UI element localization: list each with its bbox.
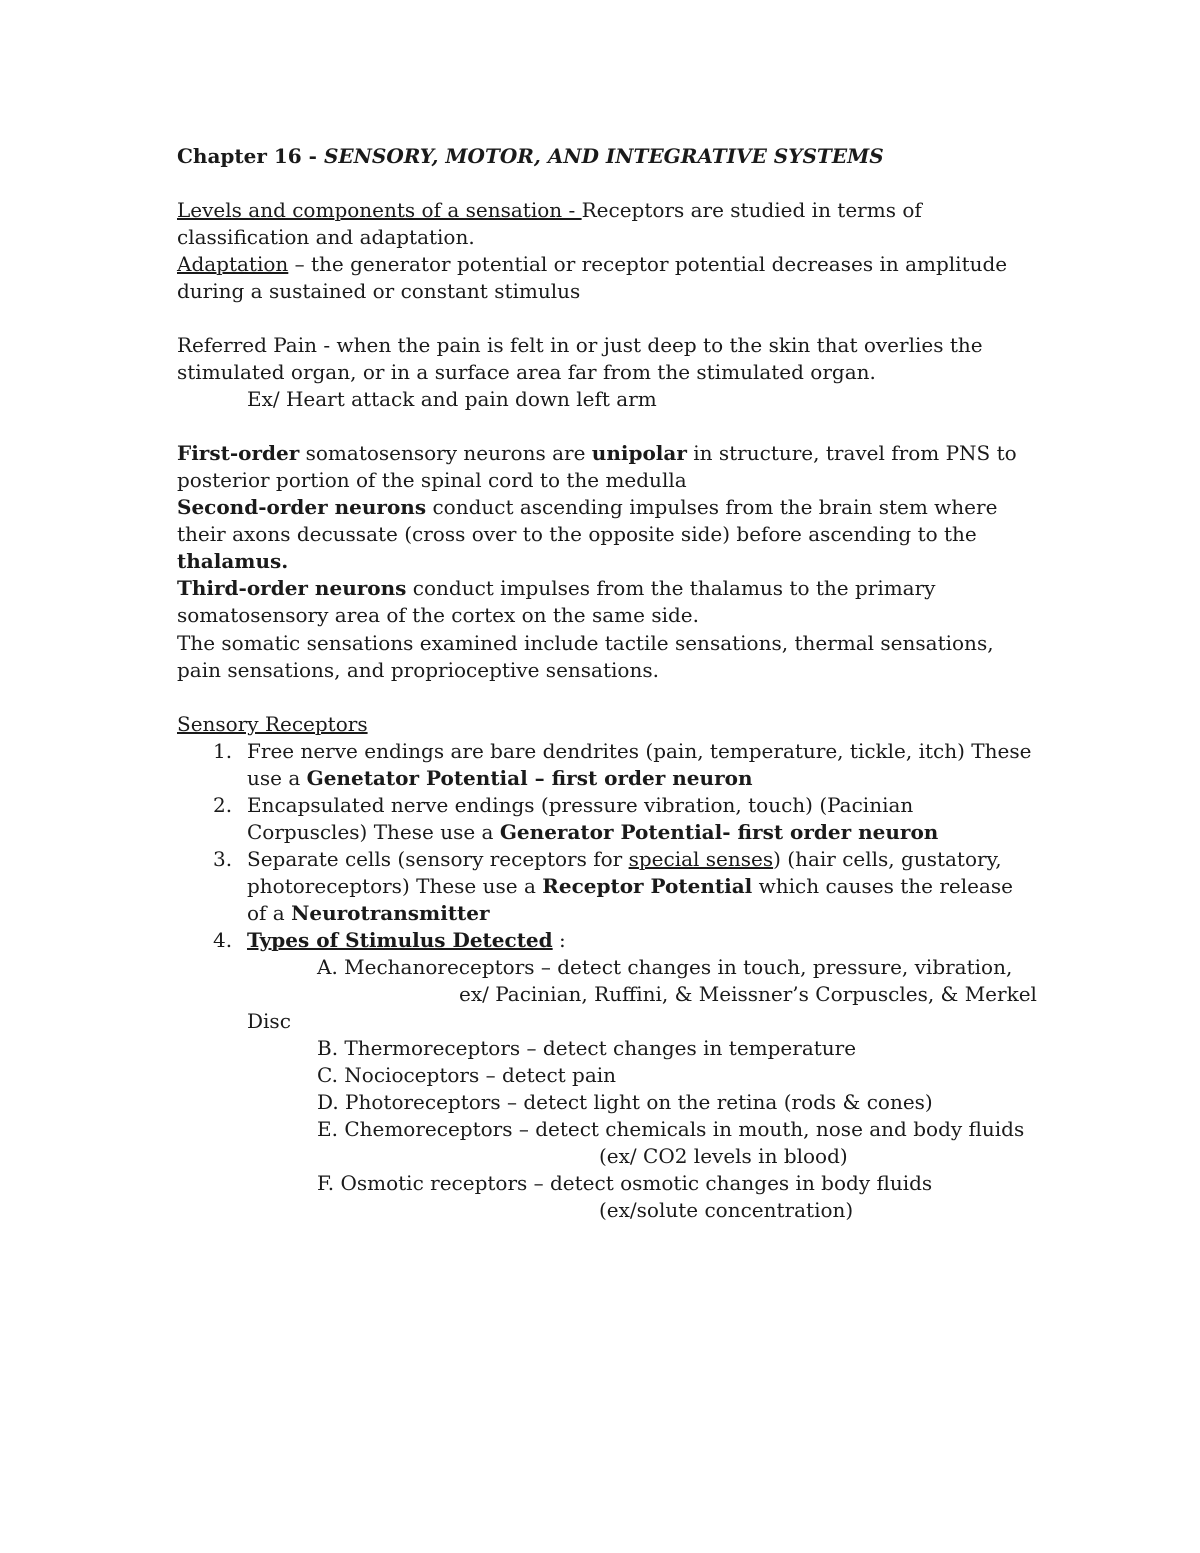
list-number: 2. xyxy=(213,793,233,817)
referred-pain-section xyxy=(177,332,1037,413)
list-item-bold: Generator Potential- first order neuron xyxy=(499,820,939,844)
second-order-term: Second-order neurons xyxy=(177,495,427,519)
list-item-text: Separate cells (sensory receptors for xyxy=(247,847,629,871)
sensory-receptors-heading: Sensory Receptors xyxy=(177,712,368,736)
sensory-receptors-section xyxy=(177,711,1037,1224)
type-mechanoreceptors-continued: Disc xyxy=(247,1009,291,1033)
levels-section xyxy=(177,197,1037,305)
list-item-text: Free nerve endings are bare dendrites (pain, temperature, tickle, itch) These use a xyxy=(247,739,1032,790)
neurotransmitter-term: Neurotransmitter xyxy=(291,901,490,925)
second-order-paragraph xyxy=(177,494,1037,575)
special-senses-term: special senses xyxy=(628,847,774,871)
levels-heading: Levels and components of a sensation - xyxy=(177,198,582,222)
referred-pain-text: Referred Pain - when the pain is felt in or just deep to the skin that overlies the stimulated organ, or in a surface area far from the stimulated organ. xyxy=(177,333,983,384)
type-mechanoreceptors: A. Mechanoreceptors – detect changes in touch, pressure, vibration, xyxy=(317,955,1013,979)
receptor-potential-term: Receptor Potential xyxy=(542,874,753,898)
type-thermoreceptors: B. Thermoreceptors – detect changes in temperature xyxy=(317,1036,857,1060)
first-order-text-a: somatosensory neurons are xyxy=(299,441,592,465)
list-number: 1. xyxy=(213,739,233,763)
third-order-text: conduct impulses from the thalamus to the primary somatosensory area of the cortex on the same side. xyxy=(177,576,936,627)
types-colon: : xyxy=(552,928,566,952)
type-osmotic-receptors-example: (ex/solute concentration) xyxy=(599,1198,854,1222)
first-order-paragraph xyxy=(177,440,1037,494)
type-nocioceptors: C. Nocioceptors – detect pain xyxy=(317,1063,617,1087)
somatic-text: The somatic sensations examined include tactile sensations, thermal sensations, pain sensations, and proprioceptive sensations. xyxy=(177,631,994,682)
second-order-text: conduct ascending impulses from the brain stem where their axons decussate (cross over to the opposite side) before ascending to the xyxy=(177,495,998,546)
list-item-text: Encapsulated nerve endings (pressure vibration, touch) (Pacinian Corpuscles) These use a xyxy=(247,793,914,844)
list-item-text: ) (hair cells, gustatory, photoreceptors) These use a xyxy=(247,847,1002,898)
type-photoreceptors: D. Photoreceptors – detect light on the retina (rods & cones) xyxy=(317,1090,933,1114)
chapter-topic: SENSORY, MOTOR, AND INTEGRATIVE SYSTEMS xyxy=(323,144,884,168)
list-item xyxy=(177,846,1037,927)
list-item xyxy=(177,927,1037,954)
type-chemoreceptors-example: (ex/ CO2 levels in blood) xyxy=(599,1144,848,1168)
list-number: 4. xyxy=(213,928,233,952)
list-item-bold: Genetator Potential – first order neuron xyxy=(306,766,753,790)
type-osmotic-receptors: F. Osmotic receptors – detect osmotic changes in body fluids xyxy=(317,1171,933,1195)
neurons-section xyxy=(177,440,1037,629)
list-item xyxy=(177,792,1037,846)
types-heading: Types of Stimulus Detected xyxy=(247,928,553,952)
list-number: 3. xyxy=(213,847,233,871)
third-order-term: Third-order neurons xyxy=(177,576,407,600)
unipolar-term: unipolar xyxy=(591,441,687,465)
type-mechanoreceptors-example: ex/ Pacinian, Ruffini, & Meissner’s Corpuscles, & Merkel xyxy=(459,982,1037,1006)
adaptation-term: Adaptation xyxy=(177,252,289,276)
levels-text: Receptors are studied in terms of classification and adaptation. xyxy=(177,198,922,249)
referred-pain-example: Ex/ Heart attack and pain down left arm xyxy=(247,387,657,411)
chapter-title xyxy=(177,143,1037,170)
adaptation-text: – the generator potential or receptor potential decreases in amplitude during a sustained or constant stimulus xyxy=(177,252,1008,303)
first-order-term: First-order xyxy=(177,441,300,465)
somatic-section xyxy=(177,630,1037,684)
list-item xyxy=(177,738,1037,792)
list-item-text: which causes the release of a xyxy=(247,874,1013,925)
type-chemoreceptors: E. Chemoreceptors – detect chemicals in mouth, nose and body fluids xyxy=(317,1117,1025,1141)
chapter-prefix: Chapter 16 - xyxy=(177,144,324,168)
thalamus-term: thalamus. xyxy=(177,549,289,573)
third-order-paragraph xyxy=(177,575,1037,629)
first-order-text-b: in structure, travel from PNS to posterior portion of the spinal cord to the medulla xyxy=(177,441,1017,492)
